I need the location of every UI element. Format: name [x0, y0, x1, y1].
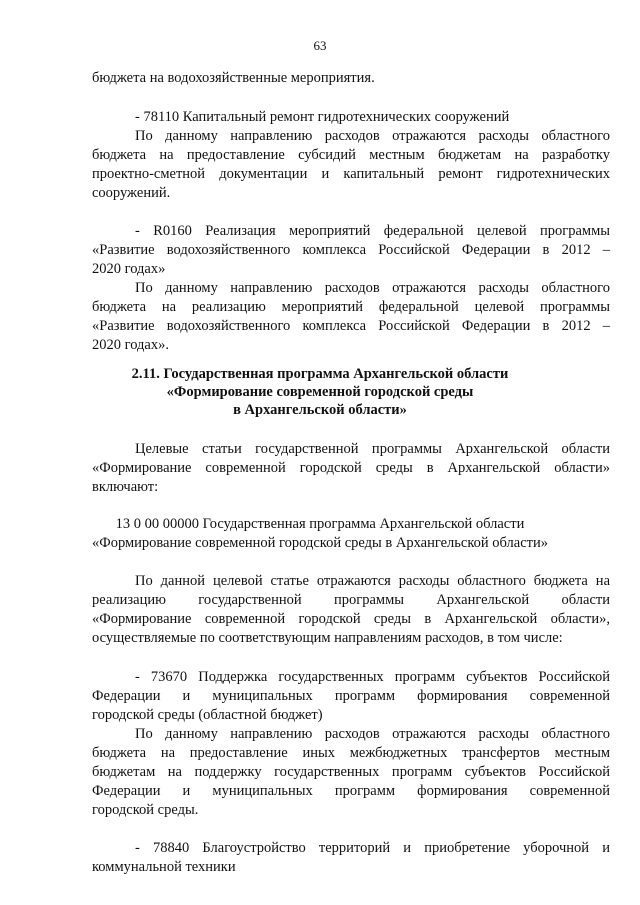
item-heading: - 78110 Капитальный ремонт гидротехнических сооружений [135, 109, 510, 125]
text-line: проектно-сметной документации и капитальный ремонт гидротехнических [92, 166, 610, 182]
section-heading: 2.11. Государственная программа Архангельской области [131, 366, 509, 382]
text-line: Целевые статьи государственной программы Архангельской области [135, 441, 610, 457]
text-line: бюджетам на поддержку государственных программ субъектов Российской [92, 764, 610, 780]
text-line: осуществляемые по соответствующим направлениям расходов, в том числе: [92, 630, 563, 646]
text-line: бюджета на реализацию мероприятий федеральной целевой программы [92, 299, 610, 315]
item-heading: - 73670 Поддержка государственных программ субъектов Российской [135, 669, 610, 685]
text-line: городской среды. [92, 802, 199, 818]
text-line: Федерации и муниципальных программ формирования современной [92, 783, 610, 799]
text-line: «Формирование современной городской среды в Архангельской области», [92, 611, 610, 627]
text-line: По данному направлению расходов отражаются расходы областного [135, 726, 610, 742]
text-line: бюджета на водохозяйственные мероприятия. [92, 70, 375, 86]
text-line: реализацию государственной программы Архангельской области [92, 592, 610, 608]
section-heading: в Архангельской области» [233, 402, 407, 418]
text-line: 2020 годах» [92, 261, 166, 277]
item-heading: - 78840 Благоустройство территорий и приобретение уборочной и [135, 840, 610, 856]
item-heading: коммунальной техники [92, 859, 236, 875]
text-line: По данному направлению расходов отражаются расходы областного [135, 128, 610, 144]
text-line: 2020 годах». [92, 337, 169, 353]
text-line: сооружений. [92, 185, 171, 201]
target-article: 13 0 00 00000 Государственная программа Архангельской области [115, 516, 525, 532]
item-heading: городской среды (областной бюджет) [92, 707, 323, 723]
item-heading: Федерации и муниципальных программ формирования современной [92, 688, 610, 704]
text-line: бюджета на предоставление иных межбюджетных трансфертов местным [92, 745, 610, 761]
section-heading: «Формирование современной городской среды [166, 384, 474, 400]
text-line: бюджета на предоставление субсидий местным бюджетам на разработку [92, 147, 610, 163]
text-line: По данному направлению расходов отражаются расходы областного [135, 280, 610, 296]
target-article: «Формирование современной городской среды в Архангельской области» [91, 535, 548, 551]
text-line: «Развитие водохозяйственного комплекса Российской Федерации в 2012 – [92, 318, 610, 334]
text-line: включают: [92, 479, 159, 495]
text-line: По данной целевой статье отражаются расходы областного бюджета на [135, 573, 610, 589]
text-line: «Формирование современной городской среды в Архангельской области» [92, 460, 610, 476]
item-heading: - R0160 Реализация мероприятий федеральной целевой программы [135, 223, 610, 239]
text-line: «Развитие водохозяйственного комплекса Российской Федерации в 2012 – [92, 242, 610, 258]
page-number: 63 [313, 38, 327, 53]
